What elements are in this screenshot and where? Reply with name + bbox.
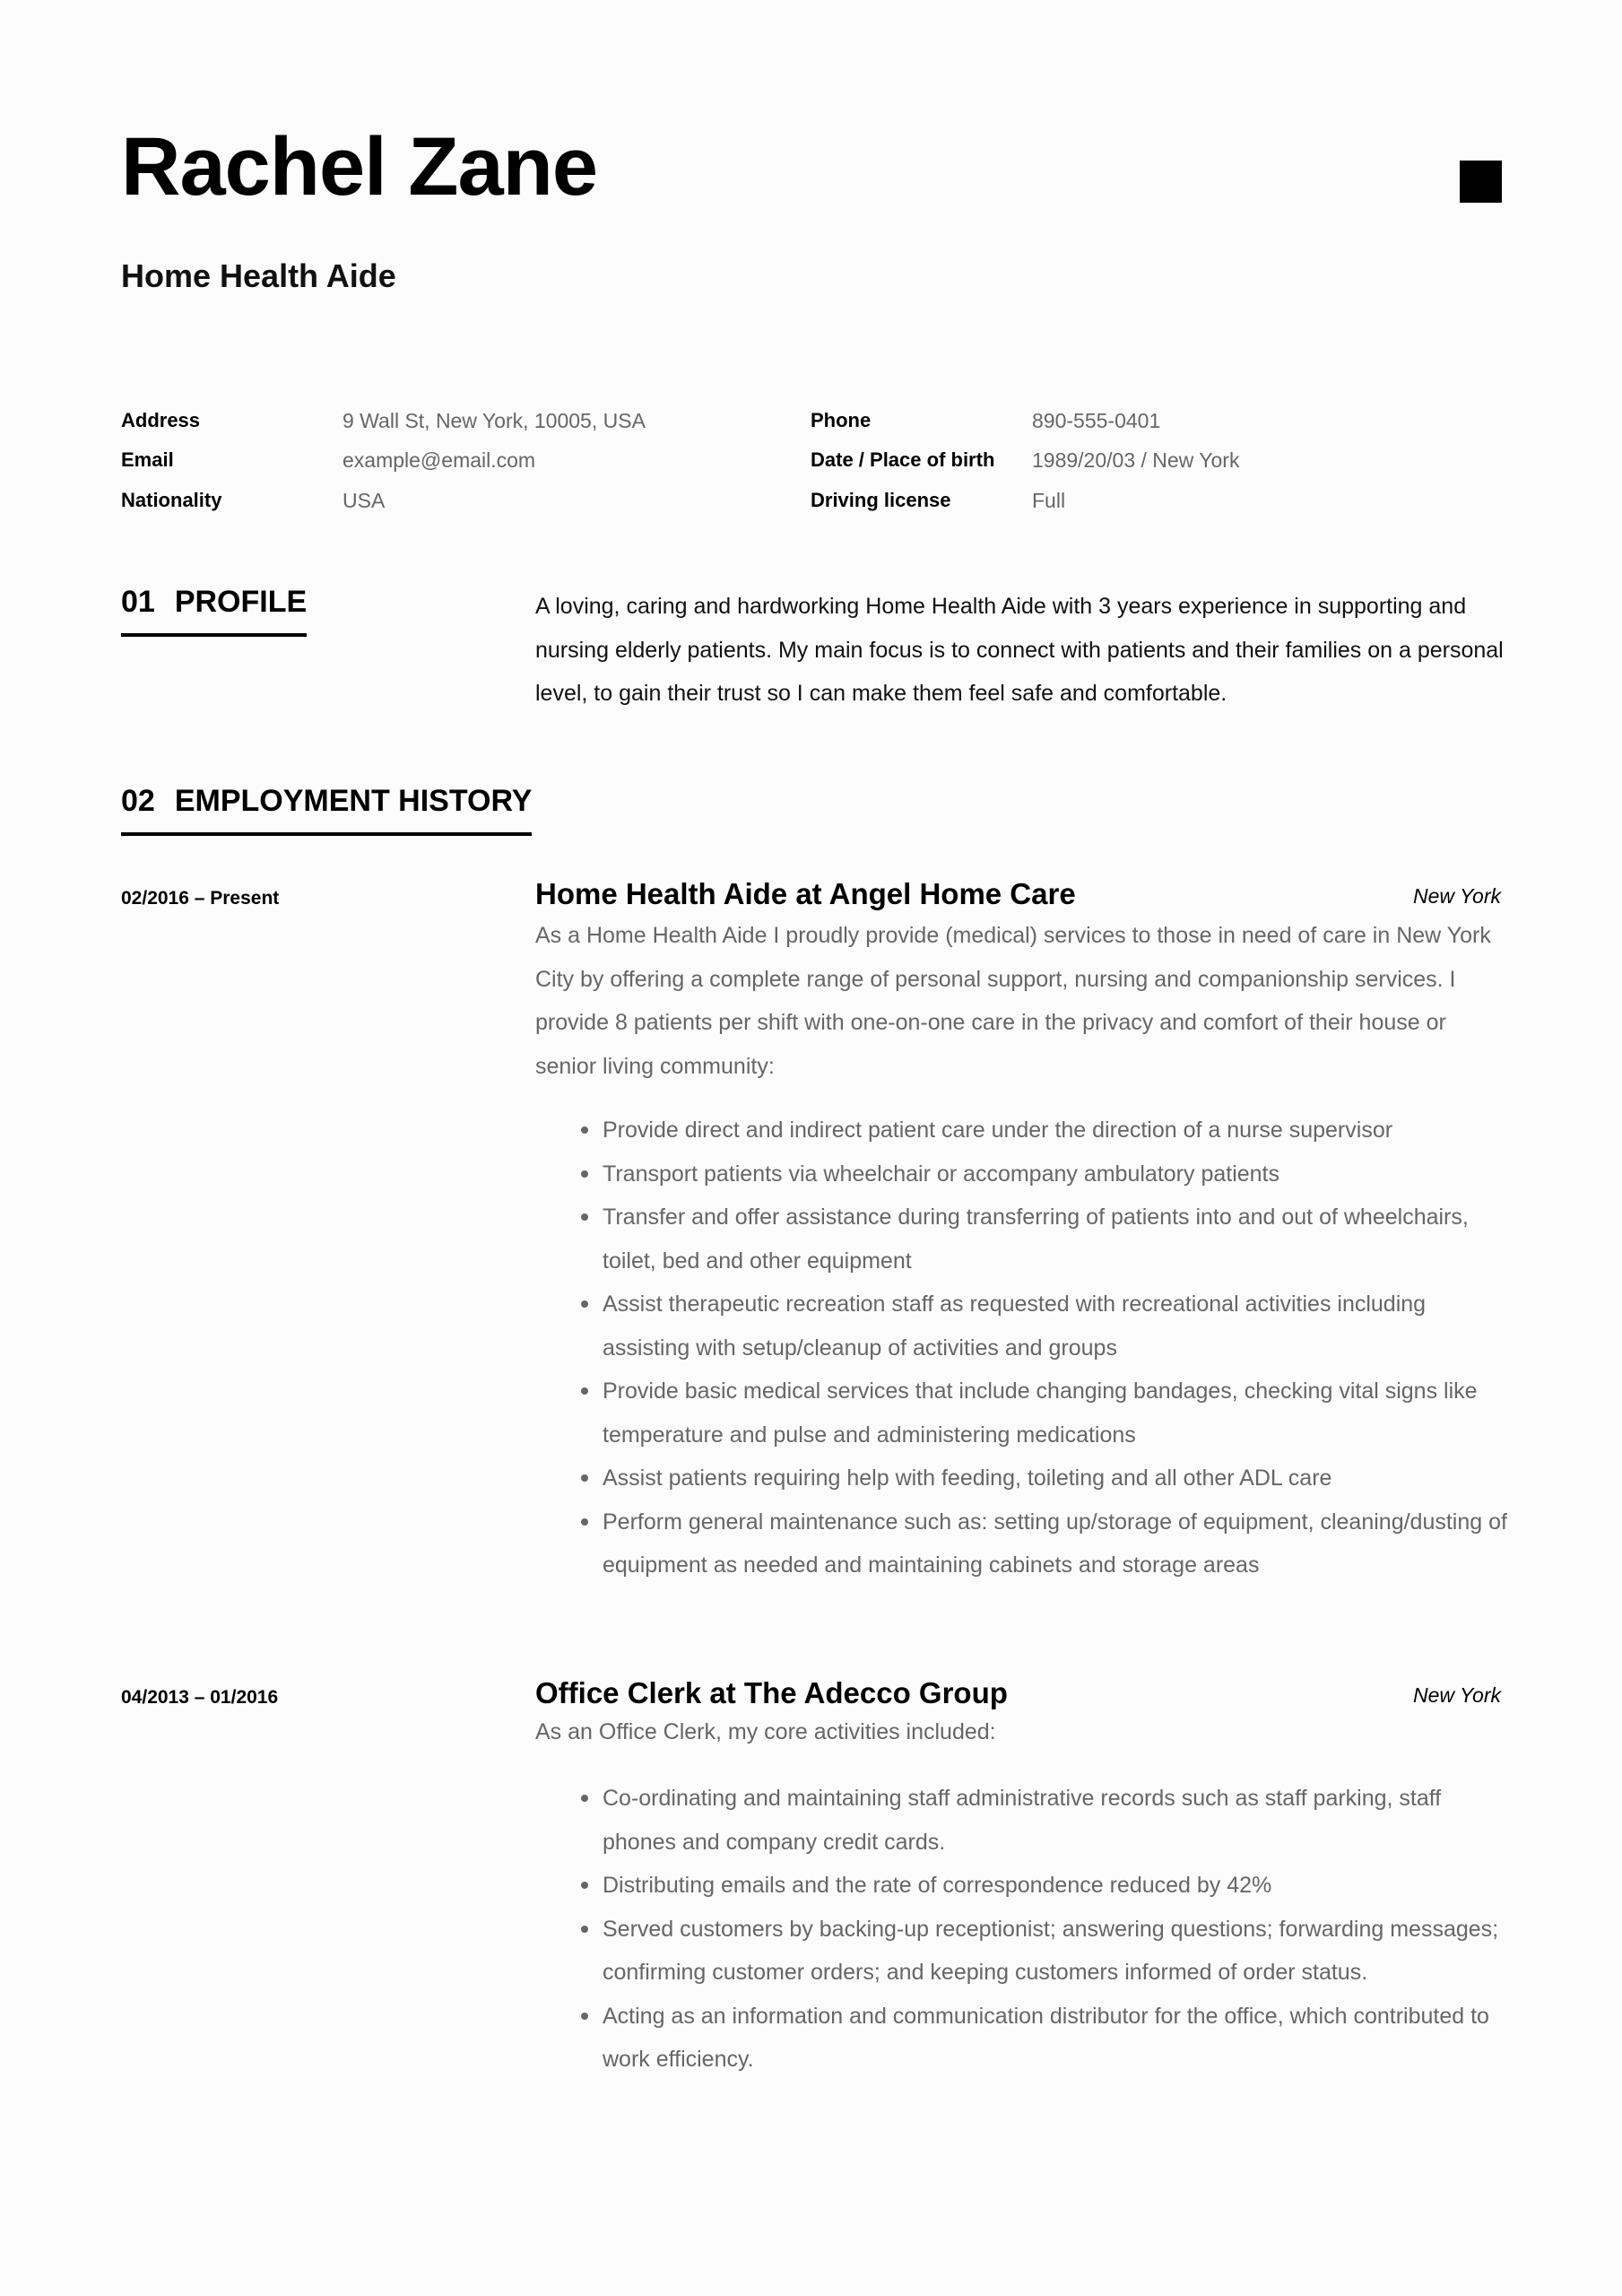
list-item: [535, 1777, 1513, 1864]
details-row: [0, 408, 1622, 444]
list-item: [535, 1908, 1513, 1995]
nationality-label: Nationality: [121, 489, 222, 511]
details-row: [0, 448, 1622, 483]
email-label: Email: [121, 448, 174, 471]
dob-value: 1989/20/03 / New York: [1032, 448, 1240, 472]
job-dates: 02/2016 – Present: [121, 888, 280, 909]
bullet-text: Assist therapeutic recreation staff as requested with recreational activities including assisting with setup/cleanup of activities and groups: [603, 1292, 1427, 1361]
job-title: Office Clerk at The Adecco Group: [535, 1676, 1008, 1709]
list-item: [535, 1109, 1513, 1152]
bullet-text: Provide basic medical services that include changing bandages, checking vital signs like temperature and pulse and administering medications: [603, 1378, 1478, 1448]
job-bullets: [535, 1109, 1513, 1587]
bullet-icon: [581, 1126, 588, 1134]
nationality-value: USA: [343, 489, 386, 512]
bullet-text: Transport patients via wheelchair or accompany ambulatory patients: [603, 1161, 1280, 1187]
bullet-text: Acting as an information and communication distributor for the office, which contributed to work efficiency.: [603, 2003, 1489, 2072]
job-bullets: [535, 1777, 1513, 2082]
job-location: New York: [1412, 1683, 1501, 1707]
bullet-text: Provide direct and indirect patient care under the direction of a nurse supervisor: [603, 1118, 1393, 1143]
candidate-title: Home Health Aide: [121, 257, 396, 294]
job-description: As an Office Clerk, my core activities included:: [535, 1719, 996, 1744]
job-description: As a Home Health Aide I proudly provide (medical) services to those in need of care in New York City by offering a complete range of personal support, nursing and companionship services. I provide 8 patients per shift with one-on-one care in the privacy and comfort of their house or senior living community:: [535, 923, 1491, 1079]
phone-value: 890-555-0401: [1032, 409, 1161, 432]
employment-heading-text: EMPLOYMENT HISTORY: [174, 784, 533, 818]
list-item: [535, 1864, 1513, 1908]
candidate-name: Rachel Zane: [121, 121, 597, 213]
bullet-text: Assist patients requiring help with feeding, toileting and all other ADL care: [603, 1465, 1332, 1491]
phone-label: Phone: [811, 409, 872, 431]
list-item: [535, 1283, 1513, 1370]
license-value: Full: [1032, 489, 1066, 512]
bullet-icon: [581, 1795, 588, 1802]
profile-heading-text: PROFILE: [174, 585, 308, 619]
list-item: [535, 1995, 1513, 2082]
profile-heading-number: 01: [121, 585, 155, 619]
bullet-icon: [581, 1926, 588, 1933]
bullet-icon: [581, 1300, 588, 1308]
address-value: 9 Wall St, New York, 10005, USA: [343, 409, 646, 432]
profile-heading: [121, 587, 307, 637]
job-dates: 04/2013 – 01/2016: [121, 1687, 279, 1708]
list-item: [535, 1370, 1513, 1457]
list-item: [535, 1457, 1513, 1500]
employment-heading-number: 02: [121, 784, 155, 818]
bullet-icon: [581, 1170, 588, 1178]
bullet-text: Transfer and offer assistance during transferring of patients into and out of wheelchairs, toilet, bed and other equipment: [603, 1205, 1469, 1274]
dob-label: Date / Place of birth: [811, 448, 995, 471]
bullet-icon: [581, 1518, 588, 1526]
details-row: [0, 488, 1622, 524]
square-icon: [1460, 161, 1502, 203]
bullet-text: Co-ordinating and maintaining staff administrative records such as staff parking, staff phones and company credit cards.: [603, 1786, 1442, 1855]
bullet-text: Perform general maintenance such as: setting up/storage of equipment, cleaning/dusting of equipment as needed and maintaining cabinets and storage areas: [603, 1509, 1507, 1578]
bullet-icon: [581, 2013, 588, 2020]
job-location: New York: [1412, 884, 1501, 908]
email-value: example@email.com: [343, 448, 536, 472]
address-label: Address: [121, 409, 201, 431]
bullet-text: Served customers by backing-up receptionist; answering questions; forwarding messages; confirming customer orders; and keeping customers informed of order status.: [603, 1916, 1499, 1985]
bullet-icon: [581, 1474, 588, 1482]
list-item: [535, 1152, 1513, 1196]
list-item: [535, 1196, 1513, 1283]
license-label: Driving license: [811, 489, 951, 511]
list-item: [535, 1500, 1513, 1587]
profile-text: A loving, caring and hardworking Home Health Aide with 3 years experience in supporting and nursing elderly patients. My main focus is to connect with patients and their families on a personal level, to gain their trust so I can make them feel safe and comfortable.: [535, 594, 1504, 706]
employment-heading: [121, 786, 532, 836]
bullet-icon: [581, 1213, 588, 1221]
bullet-text: Distributing emails and the rate of correspondence reduced by 42%: [603, 1873, 1272, 1898]
job-title: Home Health Aide at Angel Home Care: [535, 877, 1076, 910]
bullet-icon: [581, 1387, 588, 1395]
bullet-icon: [581, 1882, 588, 1889]
